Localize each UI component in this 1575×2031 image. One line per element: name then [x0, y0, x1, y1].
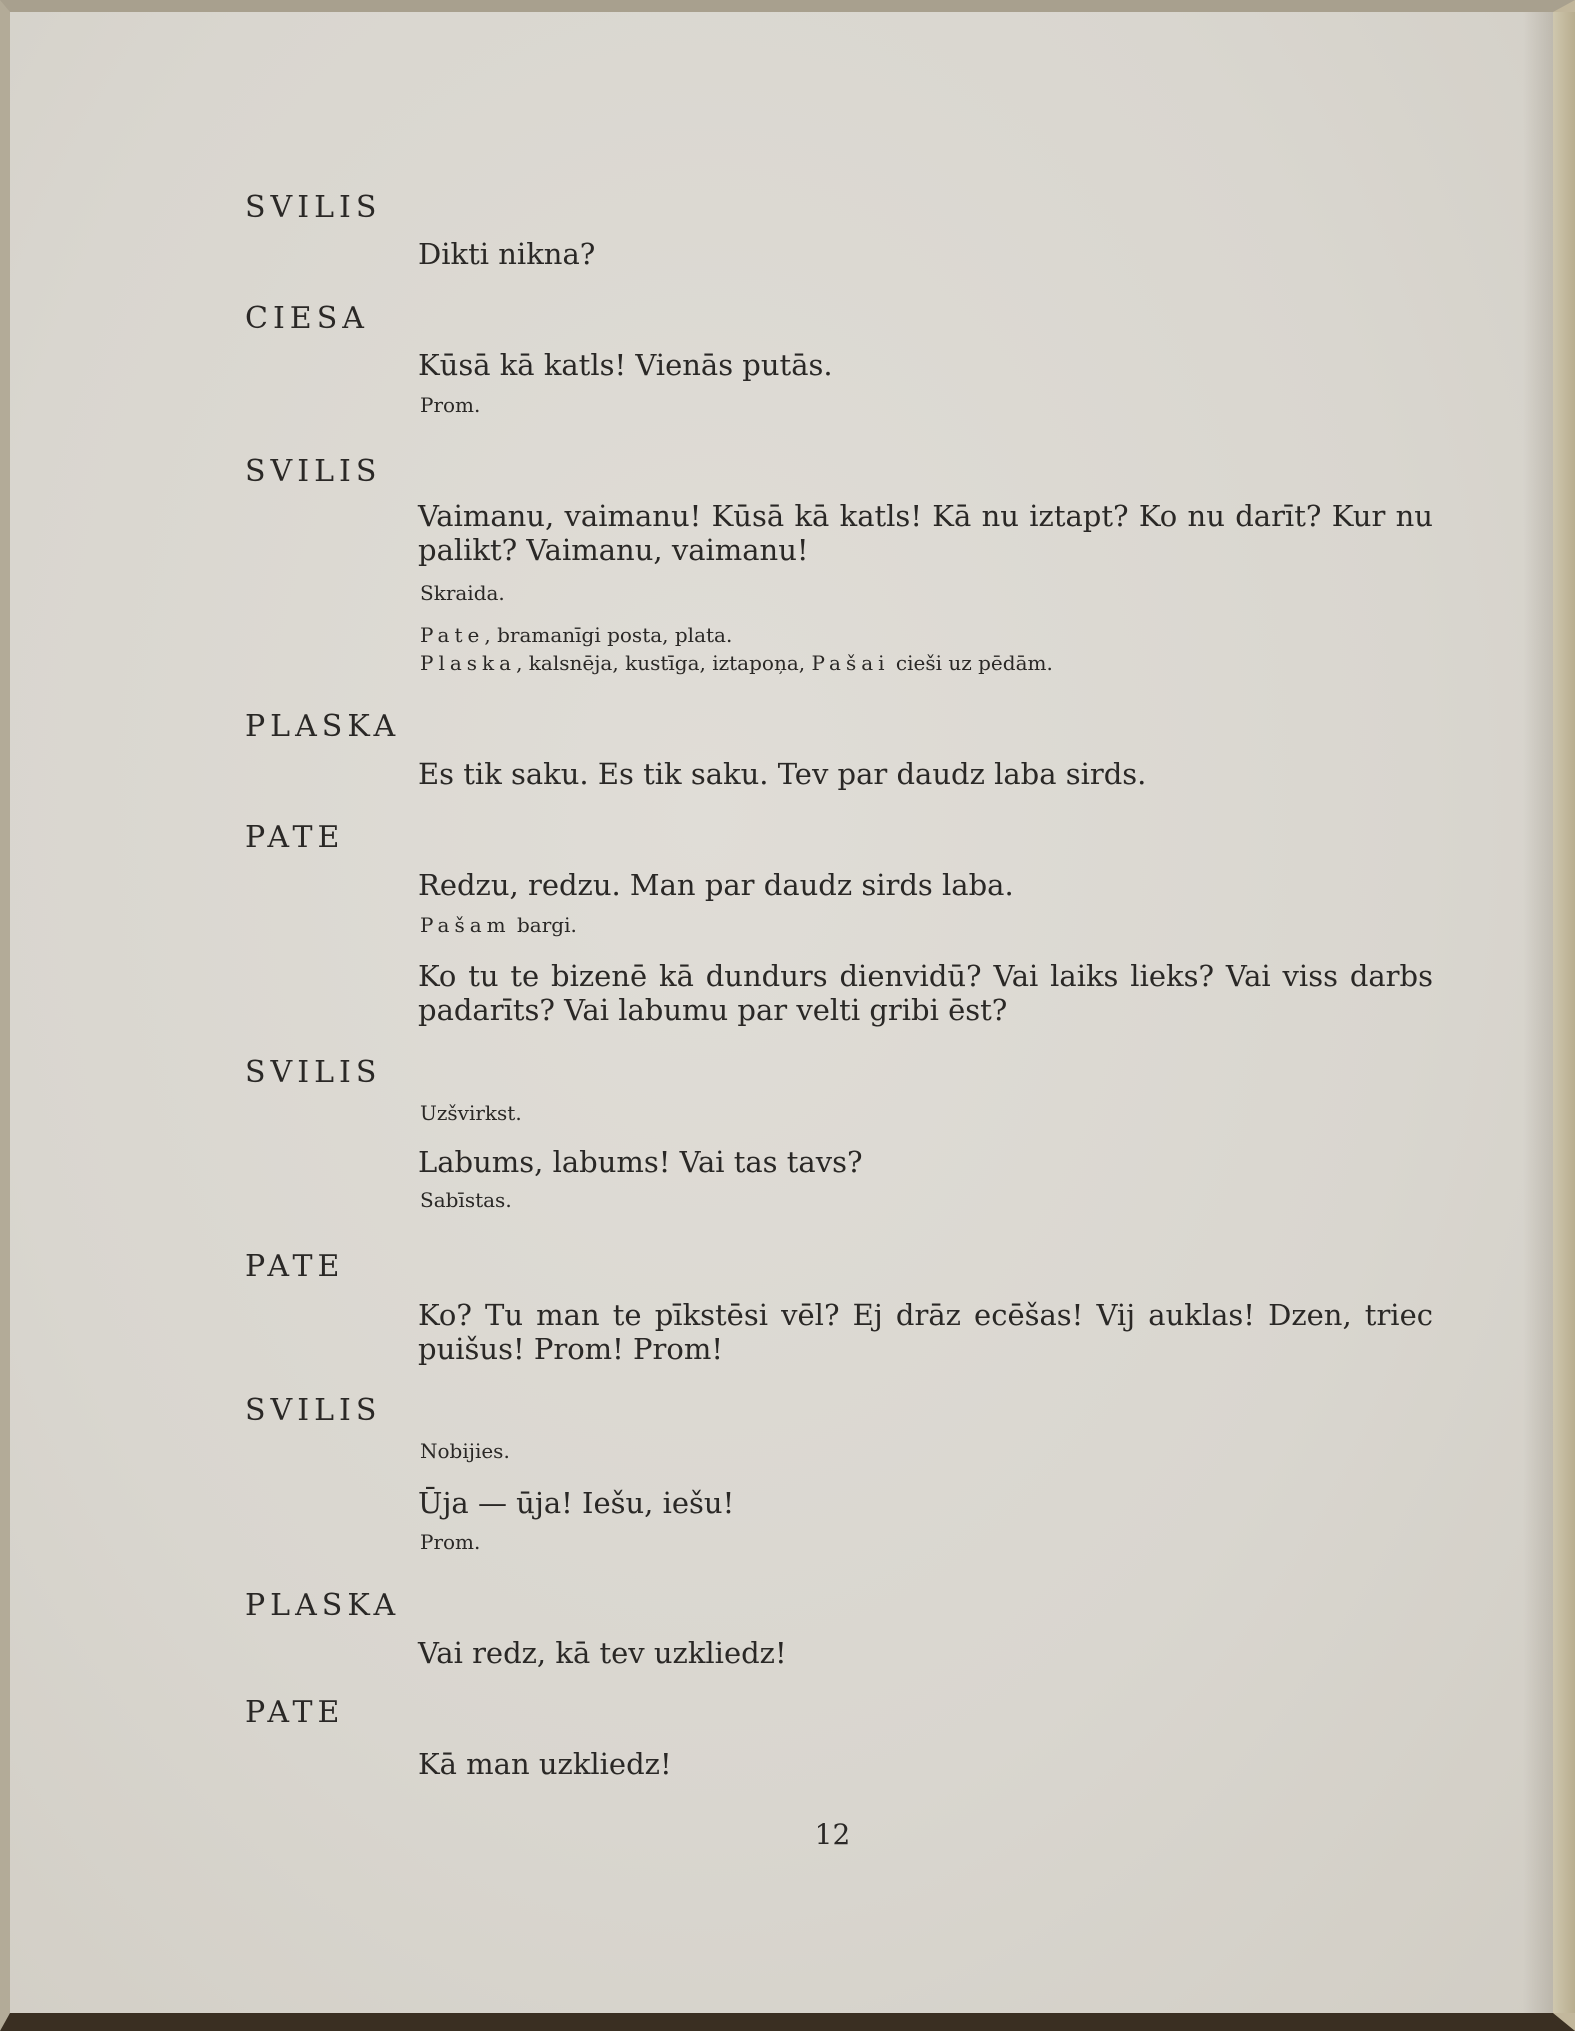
- stage-direction: Skraida.: [420, 581, 505, 605]
- dialogue-line: Dikti nikna?: [418, 237, 596, 271]
- stage-character-name: Pašam: [420, 913, 511, 937]
- stage-direction: [420, 650, 1053, 676]
- speaker-name: PATE: [245, 1695, 345, 1730]
- stage-character-name: Pate: [420, 623, 485, 647]
- stage-character-name: Plaska: [420, 651, 517, 675]
- speaker-name: PLASKA: [245, 1588, 401, 1623]
- speaker-name: SVILIS: [245, 1055, 382, 1090]
- stage-direction: Prom.: [420, 1530, 481, 1554]
- dialogue-line: Ko? Tu man te pīkstēsi vēl? Ej drāz ecēšas! Vij auklas! Dzen, triec puišus! Prom! Prom!: [418, 1298, 1433, 1366]
- stage-direction-text: , kalsnēja, kustīga, iztapoņa,: [516, 651, 812, 675]
- stage-direction: Sabīstas.: [420, 1188, 512, 1212]
- stage-direction: [420, 622, 732, 648]
- dialogue-line: Labums, labums! Vai tas tavs?: [418, 1145, 863, 1179]
- speaker-name: PLASKA: [245, 709, 401, 744]
- speaker-name: SVILIS: [245, 1393, 382, 1428]
- dialogue-line: Es tik saku. Es tik saku. Tev par daudz laba sirds.: [418, 757, 1147, 791]
- speaker-name: CIESA: [245, 301, 369, 336]
- speaker-name: SVILIS: [245, 190, 382, 225]
- stage-character-name: Pašai: [811, 651, 890, 675]
- stage-direction: [420, 912, 577, 938]
- stage-direction-text: , bramanīgi posta, plata.: [484, 623, 733, 647]
- stage-direction: Prom.: [420, 393, 481, 417]
- dialogue-line: Kūsā kā katls! Vienās putās.: [418, 348, 833, 382]
- stage-direction-text: cieši uz pēdām.: [889, 651, 1053, 675]
- stage-direction: Uzšvirkst.: [420, 1101, 522, 1125]
- dialogue-line: Ko tu te bizenē kā dundurs dienvidū? Vai laiks lieks? Vai viss darbs padarīts? Vai labumu par velti gribi ēst?: [418, 959, 1433, 1027]
- speaker-name: PATE: [245, 820, 345, 855]
- page-edge-shadow: [1523, 12, 1553, 2013]
- speaker-name: SVILIS: [245, 454, 382, 489]
- page-number: 12: [814, 1818, 851, 1851]
- dialogue-line: Kā man uzkliedz!: [418, 1747, 672, 1781]
- dialogue-line: Vaimanu, vaimanu! Kūsā kā katls! Kā nu iztapt? Ko nu darīt? Kur nu palikt? Vaimanu, vaimanu!: [418, 499, 1433, 567]
- stage-direction: Nobijies.: [420, 1439, 510, 1463]
- dialogue-line: Vai redz, kā tev uzkliedz!: [418, 1636, 787, 1670]
- dialogue-line: Redzu, redzu. Man par daudz sirds laba.: [418, 868, 1014, 902]
- dialogue-line: Ūja — ūja! Iešu, iešu!: [418, 1486, 735, 1520]
- speaker-name: PATE: [245, 1249, 345, 1284]
- stage-direction-text: bargi.: [510, 913, 577, 937]
